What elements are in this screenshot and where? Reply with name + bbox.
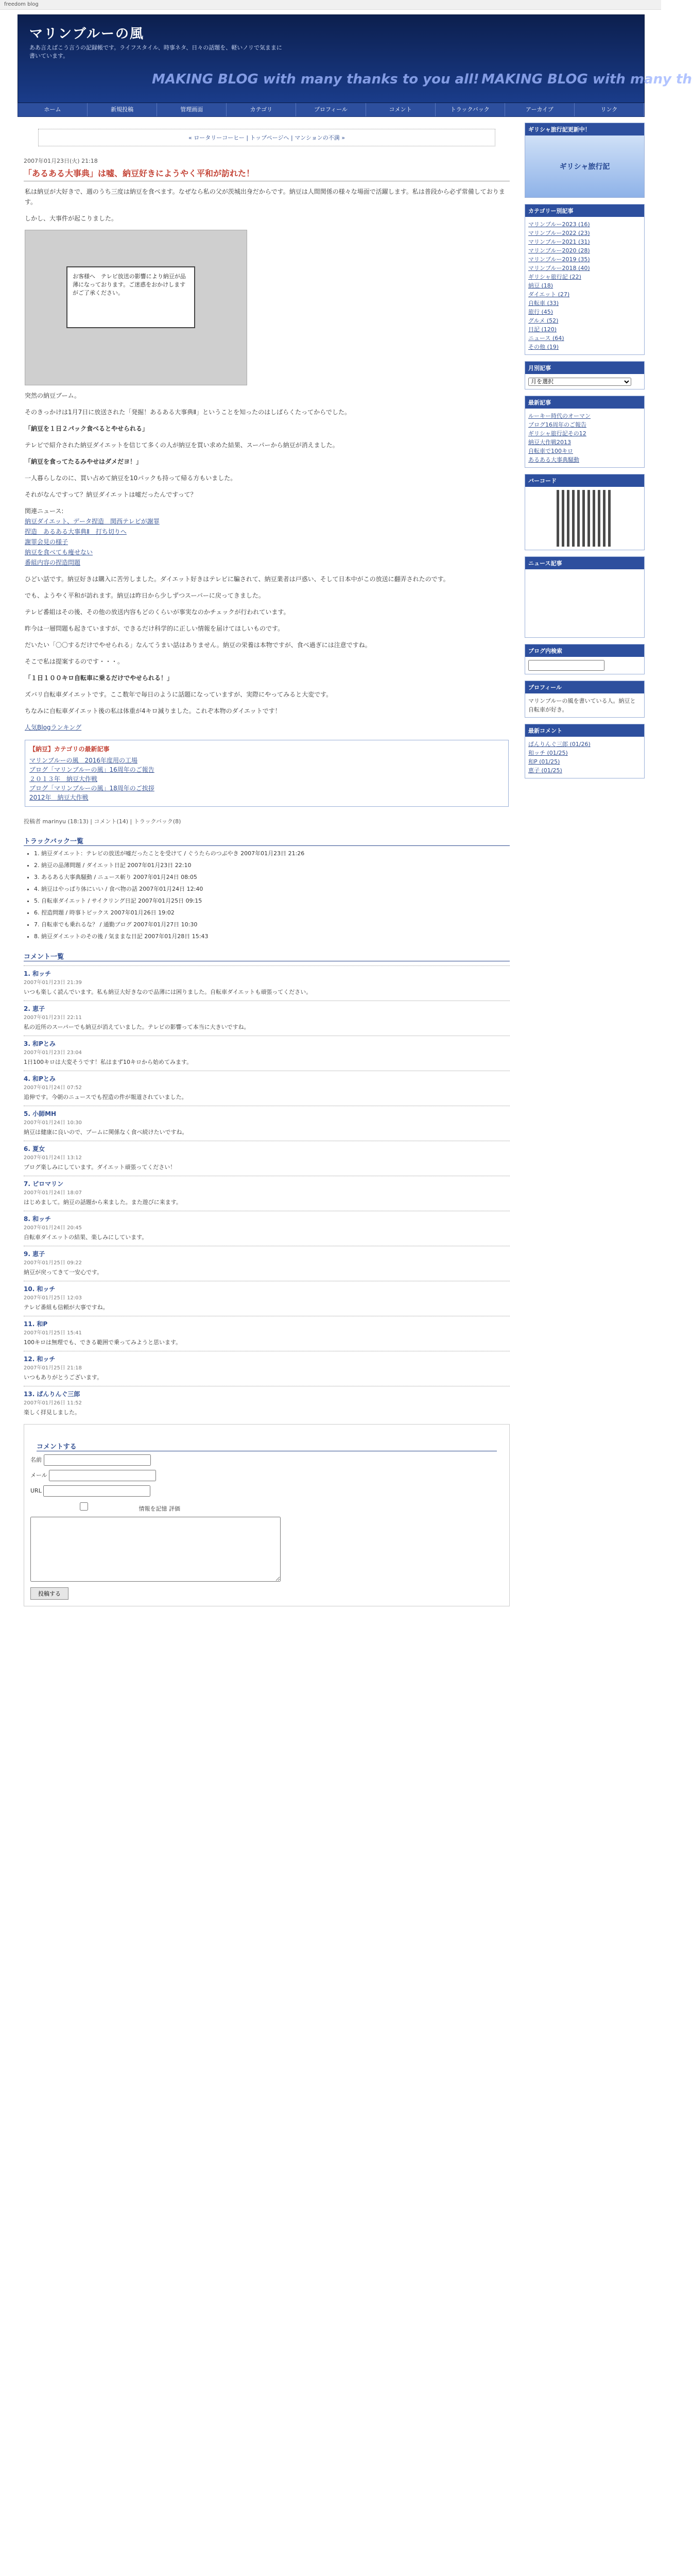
post-heading: 「納豆を１日２パック食べるとやせられる」 bbox=[25, 425, 149, 432]
greece-banner[interactable]: ギリシャ旅行記 bbox=[525, 135, 644, 197]
post-date: 2007年01月23日(火) 21:18 bbox=[24, 158, 98, 164]
comment-author[interactable]: 2. 恵子 bbox=[24, 1005, 45, 1012]
comment-item bbox=[24, 1386, 510, 1417]
comment-date: 2007年01月25日 15:41 bbox=[24, 1330, 82, 1336]
post-paragraph: それがなんですって？納豆ダイエットは嘘だったんですって？ bbox=[25, 491, 197, 498]
comment-text: 追伸です。今朝のニュースでも捏造の件が報道されていました。 bbox=[24, 1094, 187, 1100]
profile-heading: プロフィール bbox=[525, 681, 644, 693]
comment-textarea[interactable] bbox=[30, 1517, 281, 1582]
blog-service-bar: freedom blog bbox=[0, 0, 661, 10]
comment-text: 100キロは無理でも、できる範囲で乗ってみようと思います。 bbox=[24, 1339, 182, 1346]
sidebar-recent-comment-link[interactable]: 和P (01/25) bbox=[528, 758, 560, 765]
related-link[interactable]: ２０１３年 納豆大作戦 bbox=[29, 775, 98, 783]
header-deco-text: MAKING BLOG with many thanks to you all! bbox=[152, 72, 479, 87]
comment-author[interactable]: 8. 和ッチ bbox=[24, 1215, 51, 1223]
comment-date: 2007年01月25日 09:22 bbox=[24, 1260, 82, 1266]
comment-author[interactable]: 5. 小師MH bbox=[24, 1110, 57, 1117]
post-paragraph: テレビで紹介された納豆ダイエットを信じて多くの人が納豆を買い求めた結果、スーパーから納豆が消えました。 bbox=[25, 442, 339, 449]
store-sign: お客様へ テレビ放送の影響により納豆が品薄になっております。ご迷惑をおかけしますがご了承ください。 bbox=[66, 266, 195, 328]
comment-item bbox=[24, 1141, 510, 1172]
comment-text: いつもありがとうございます。 bbox=[24, 1374, 103, 1381]
comment-item bbox=[24, 1036, 510, 1066]
search-body bbox=[525, 657, 644, 674]
news-link[interactable]: 納豆を食べても痩せない bbox=[25, 549, 93, 556]
form-row-comment bbox=[30, 1517, 503, 1583]
nav-item-new-post[interactable]: 新規投稿 bbox=[88, 103, 157, 116]
qr-heading: バーコード bbox=[525, 474, 644, 487]
recent-heading: 最新記事 bbox=[525, 396, 644, 409]
comment-date: 2007年01月24日 20:45 bbox=[24, 1225, 82, 1231]
category-heading: カテゴリー別記事 bbox=[525, 205, 644, 217]
comment-text: テレビ番組も信頼が大事ですね。 bbox=[24, 1304, 109, 1311]
blog-description: ああ言えばこう言うの記録帳です。ライフスタイル、時事ネタ、日々の話題を、軽いノリで気ままに書いています。 bbox=[29, 44, 282, 59]
sidebar-category-link[interactable]: ギリシャ旅行記 (22) bbox=[528, 274, 581, 280]
search-box bbox=[525, 644, 645, 674]
sidebar-category-link[interactable]: ダイエット (27) bbox=[528, 291, 570, 298]
page-container bbox=[18, 14, 692, 1597]
comment-form-heading: コメントする bbox=[37, 1441, 497, 1451]
related-heading: 【納豆】カテゴリの最新記事 bbox=[29, 745, 110, 753]
sidebar-category-link[interactable]: マリンブルー2023 (16) bbox=[528, 221, 590, 228]
sidebar-banner-box bbox=[525, 123, 645, 198]
post-paragraph: そこで私は提案するのです・・・。 bbox=[25, 658, 124, 665]
comment-text: いつも楽しく読んでいます。私も納豆大好きなので品薄には困りました。自転車ダイエットも頑張ってください。 bbox=[24, 989, 312, 995]
post-heading: 「納豆を食ってたるみやせはダメだヨ！」 bbox=[25, 458, 143, 465]
sidebar-recent-link[interactable]: ルーキー時代のオーマン bbox=[528, 413, 591, 419]
sidebar-category-link[interactable]: マリンブルー2018 (40) bbox=[528, 265, 590, 272]
sidebar-category-link[interactable]: マリンブルー2022 (23) bbox=[528, 230, 590, 236]
nav-item-profile[interactable]: プロフィール bbox=[296, 103, 366, 116]
remember-label: 情報を記憶 bbox=[139, 1505, 167, 1512]
month-select[interactable] bbox=[528, 378, 631, 386]
form-row-url bbox=[30, 1485, 503, 1497]
remember-checkbox[interactable] bbox=[32, 1502, 135, 1511]
sidebar-recent-link[interactable]: 自転車で100キロ bbox=[528, 448, 573, 454]
sidebar-category-link[interactable]: ニュース (64) bbox=[528, 335, 564, 342]
form-row-name bbox=[30, 1454, 503, 1466]
related-articles bbox=[25, 740, 509, 807]
news-links bbox=[25, 506, 509, 568]
url-field[interactable] bbox=[43, 1485, 150, 1497]
comments-heading: コメント一覧 bbox=[24, 951, 510, 961]
comment-date: 2007年01月24日 13:12 bbox=[24, 1155, 82, 1161]
post-paragraph: ちなみに自転車ダイエット後の私は体重が4キロ減りました。これぞ本物のダイエットです！ bbox=[25, 707, 281, 715]
ranking-link[interactable]: 人気Blogランキング bbox=[25, 724, 82, 731]
comment-author[interactable]: 10. 和ッチ bbox=[24, 1285, 56, 1293]
monthly-box bbox=[525, 361, 645, 389]
post-paragraph: テレビ番組はその後、その他の放送内容もどのくらいが事実なのかチェックが行われています。 bbox=[25, 608, 290, 616]
trackback-item[interactable]: • 8. 納豆ダイエットのその後 / 気ままな日記 2007年01月28日 15:43 bbox=[34, 932, 510, 941]
trackback-heading: トラックバック一覧 bbox=[24, 836, 510, 846]
qr-code-image bbox=[557, 490, 613, 547]
sidebar-category-link[interactable]: 自転車 (33) bbox=[528, 300, 559, 307]
sidebar-category-link[interactable]: その他 (19) bbox=[528, 344, 559, 350]
submit-comment-button[interactable]: 投稿する bbox=[30, 1587, 68, 1600]
news-links-intro: 関連ニュース: bbox=[25, 507, 64, 515]
url-label: URL bbox=[30, 1487, 42, 1494]
recent-comment-links bbox=[528, 740, 641, 775]
global-nav bbox=[18, 103, 645, 117]
comment-date: 2007年01月23日 22:11 bbox=[24, 1015, 82, 1021]
recent-list bbox=[525, 409, 644, 467]
trackback-item[interactable]: • 5. 自転車ダイエット / サイクリング日記 2007年01月25日 09:15 bbox=[34, 896, 510, 905]
news-heading: ニュース記事 bbox=[525, 557, 644, 569]
comment-author[interactable]: 9. 恵子 bbox=[24, 1250, 45, 1258]
post-heading: 「１日１００キロ自転車に乗るだけでやせられる！」 bbox=[25, 674, 174, 682]
comment-text: はじめまして。納豆の話題から来ました。また遊びに来ます。 bbox=[24, 1199, 182, 1206]
comment-author[interactable]: 11. 和P bbox=[24, 1320, 48, 1328]
post-paragraph: 昨今は一層問題も起きていますが、できるだけ科学的に正しい情報を届けてほしいものです。 bbox=[25, 625, 284, 632]
nav-item-archive[interactable]: アーカイブ bbox=[505, 103, 575, 116]
comment-text: 納豆は健康に良いので、ブームに関係なく食べ続けたいですね。 bbox=[24, 1129, 188, 1136]
profile-box bbox=[525, 681, 645, 718]
sidebar-recent-link[interactable]: ブログ16周年のご報告 bbox=[528, 421, 586, 428]
related-link[interactable]: ブログ「マリンブルーの風」18周年のご挨拶 bbox=[29, 785, 154, 792]
recent-links bbox=[528, 412, 641, 464]
comment-item bbox=[24, 1106, 510, 1137]
monthly-body bbox=[525, 374, 644, 389]
search-input[interactable] bbox=[528, 660, 604, 671]
post-paragraph: しかし、大事件が起こりました。 bbox=[25, 215, 118, 222]
comment-date: 2007年01月24日 07:52 bbox=[24, 1085, 82, 1091]
news-box bbox=[525, 556, 645, 638]
comment-text: 私の近所のスーパーでも納豆が消えていました。テレビの影響って本当に大きいですね。 bbox=[24, 1024, 250, 1030]
comment-date: 2007年01月26日 11:52 bbox=[24, 1400, 82, 1406]
news-link[interactable]: 謝罪会見の様子 bbox=[25, 538, 68, 546]
comment-author[interactable]: 6. 夏女 bbox=[24, 1145, 45, 1153]
post-body bbox=[25, 187, 509, 733]
comment-date: 2007年01月23日 23:04 bbox=[24, 1050, 82, 1056]
email-label: メール bbox=[30, 1472, 47, 1479]
news-link[interactable]: 納豆ダイエット、データ捏造 関西テレビが謝罪 bbox=[25, 518, 160, 525]
post-paragraph: 突然の納豆ブーム。 bbox=[25, 392, 81, 399]
comment-date: 2007年01月25日 21:18 bbox=[24, 1365, 82, 1371]
news-link[interactable]: 番組内容の捏造問題 bbox=[25, 559, 81, 566]
sidebar-category-link[interactable]: マリンブルー2019 (35) bbox=[528, 256, 590, 263]
trackback-item[interactable]: • 7. 自転車でも乗れるな？ / 通勤ブログ 2007年01月27日 10:30 bbox=[34, 920, 510, 929]
post-paragraph: そのきっかけは1月7日に放送された「発掘！あるある大事典Ⅱ」ということを知ったのはしばらくたってからでした。 bbox=[25, 409, 351, 416]
related-link[interactable]: 2012年 納豆大作戦 bbox=[29, 794, 89, 801]
comment-item bbox=[24, 965, 510, 996]
comment-author[interactable]: 13. ぱんりんぐ三郎 bbox=[24, 1391, 80, 1398]
comments-list bbox=[18, 965, 516, 1417]
recent-comments-list bbox=[525, 737, 644, 778]
trackback-list bbox=[24, 849, 510, 941]
comment-date: 2007年01月25日 12:03 bbox=[24, 1295, 82, 1301]
trackback-item[interactable]: • 4. 納豆はやっぱり体にいい / 食べ物の話 2007年01月24日 12:40 bbox=[34, 885, 510, 893]
banner-heading: ギリシャ旅行記更新中！ bbox=[525, 123, 644, 135]
sidebar-recent-link[interactable]: ギリシャ旅行記その12 bbox=[528, 430, 586, 437]
name-label: 名前 bbox=[30, 1456, 42, 1463]
comment-date: 2007年01月24日 18:07 bbox=[24, 1190, 82, 1196]
post-paragraph: だいたい「〇〇するだけでやせられる」なんてうまい話はありません。納豆の栄養は本物ですが、食べ過ぎには注意ですね。 bbox=[25, 641, 371, 649]
nav-item-admin[interactable]: 管理画面 bbox=[157, 103, 227, 116]
post-paragraph: でも、ようやく平和が訪れます。納豆は昨日から少しずつスーパーに戻ってきました。 bbox=[25, 592, 265, 599]
sidebar-category-link[interactable]: グルメ (52) bbox=[528, 317, 559, 324]
comment-item bbox=[24, 1246, 510, 1277]
rating-label: 評価 bbox=[169, 1505, 180, 1512]
comment-author[interactable]: 3. 和Pとみ bbox=[24, 1040, 56, 1047]
sidebar-recent-comment-link[interactable]: 和ッチ (01/25) bbox=[528, 750, 568, 756]
form-row-email bbox=[30, 1470, 503, 1481]
main-column bbox=[18, 123, 516, 1614]
comment-text: 納豆が戻ってきて一安心です。 bbox=[24, 1269, 103, 1276]
post-meta: 投稿者 marinyu (18:13) | コメント(14) | トラックバック(8) bbox=[24, 818, 181, 825]
comment-text: 楽しく拝見しました。 bbox=[24, 1409, 80, 1416]
header-deco-text-2: MAKING BLOG with many th bbox=[481, 72, 692, 87]
nav-item-trackback[interactable]: トラックバック bbox=[436, 103, 505, 116]
post-paragraph: ズバリ自転車ダイエットです。ここ数年で毎日のように話題になっていますが、実際にやってみると大変です。 bbox=[25, 691, 333, 698]
email-field[interactable] bbox=[49, 1470, 156, 1481]
monthly-heading: 月別記事 bbox=[525, 362, 644, 374]
search-heading: ブログ内検索 bbox=[525, 645, 644, 657]
blog-header bbox=[18, 14, 692, 103]
post-pager[interactable]: « ロータリーコーヒー | トップページへ | マンションの不満 » bbox=[38, 129, 495, 146]
comment-date: 2007年01月23日 21:39 bbox=[24, 980, 82, 986]
comment-item bbox=[24, 1316, 510, 1347]
sidebar-recent-link[interactable]: あるある大事典騒動 bbox=[528, 456, 579, 463]
category-links bbox=[528, 220, 641, 351]
comment-item bbox=[24, 1176, 510, 1207]
recent-box bbox=[525, 396, 645, 468]
category-list bbox=[525, 217, 644, 354]
sidebar-recent-link[interactable]: 納豆大作戦2013 bbox=[528, 439, 571, 446]
comment-text: 1日100キロは大変そうです！私はまず10キロから始めてみます。 bbox=[24, 1059, 193, 1065]
sidebar-category-link[interactable]: マリンブルー2021 (31) bbox=[528, 239, 590, 245]
related-link[interactable]: マリンブルーの風 2016年度用の工場 bbox=[29, 757, 138, 764]
comment-item bbox=[24, 1281, 510, 1312]
sidebar-category-link[interactable]: マリンブルー2020 (28) bbox=[528, 247, 590, 254]
post-photo bbox=[25, 230, 247, 385]
news-link[interactable]: 捏造 あるある大事典Ⅱ 打ち切りへ bbox=[25, 528, 127, 535]
sidebar-category-link[interactable]: 納豆 (18) bbox=[528, 282, 553, 289]
sidebar-category-link[interactable]: 旅行 (45) bbox=[528, 309, 553, 315]
form-row-remember bbox=[30, 1501, 503, 1513]
comment-item bbox=[24, 1351, 510, 1382]
blog-title[interactable]: マリンブルーの風 bbox=[29, 26, 144, 42]
recent-comments-box bbox=[525, 724, 645, 778]
comment-item bbox=[24, 1001, 510, 1031]
comment-date: 2007年01月24日 10:30 bbox=[24, 1120, 82, 1126]
nav-item-home[interactable]: ホーム bbox=[18, 103, 88, 116]
comment-item bbox=[24, 1211, 510, 1242]
profile-text: マリンブルーの風を書いている人。納豆と自転車が好き。 bbox=[528, 698, 636, 713]
sidebar-recent-comment-link[interactable]: ぱんりんぐ三郎 (01/26) bbox=[528, 741, 591, 748]
category-box bbox=[525, 204, 645, 355]
nav-item-comment[interactable]: コメント bbox=[366, 103, 436, 116]
comment-text: ブログ楽しみにしています。ダイエット頑張ってください！ bbox=[24, 1164, 176, 1171]
comment-author[interactable]: 7. ピロマリン bbox=[24, 1180, 64, 1188]
sidebar-category-link[interactable]: 日記 (120) bbox=[528, 326, 557, 333]
trackback-item[interactable]: • 1. 納豆ダイエット：テレビの放送が嘘だったことを受けて / ぐうたらのつぶやき 2007年01月23日 21:26 bbox=[34, 849, 510, 858]
comment-author[interactable]: 1. 和ッチ bbox=[24, 970, 51, 977]
trackback-item[interactable]: • 6. 捏造問題 / 時事トピックス 2007年01月26日 19:02 bbox=[34, 908, 510, 917]
comment-item bbox=[24, 1071, 510, 1101]
post-title[interactable]: 「あるある大事典」は嘘、納豆好きにようやく平和が訪れた！ bbox=[24, 167, 510, 181]
comment-form bbox=[24, 1424, 510, 1606]
related-link[interactable]: ブログ「マリンブルーの風」16周年のご報告 bbox=[29, 766, 154, 773]
comment-text: 自転車ダイエットの結果、楽しみにしています。 bbox=[24, 1234, 148, 1241]
name-field[interactable] bbox=[44, 1454, 151, 1466]
post-paragraph: ひどい話です。納豆好きは購入に苦労しました。ダイエット好きはテレビに騙されて、納豆業者は戸惑い、そして日本中がこの放送に翻弄されたのです。 bbox=[25, 575, 449, 583]
sidebar-recent-comment-link[interactable]: 恵子 (01/25) bbox=[528, 767, 562, 774]
trackback-item[interactable]: • 3. あるある大事典騒動 / ニュース斬り 2007年01月24日 08:05 bbox=[34, 873, 510, 882]
sidebar bbox=[525, 123, 645, 785]
nav-item-category[interactable]: カテゴリ bbox=[227, 103, 296, 116]
news-body bbox=[525, 569, 644, 637]
comment-author[interactable]: 12. 和ッチ bbox=[24, 1355, 56, 1363]
qr-box bbox=[525, 474, 645, 550]
post-paragraph: 私は納豆が大好きで、週のうち三度は納豆を食べます。なぜなら私の父が茨城出身だからです。納豆は人間関係の様々な場面で活躍します。私は普段から必ず常備しております。 bbox=[25, 188, 505, 206]
comment-author[interactable]: 4. 和Pとみ bbox=[24, 1075, 56, 1082]
nav-item-link[interactable]: リンク bbox=[575, 103, 644, 116]
trackback-item[interactable]: • 2. 納豆の品薄問題 / ダイエット日記 2007年01月23日 22:10 bbox=[34, 861, 510, 870]
post-paragraph: 一人暮らしなのに、買い占めて納豆を10パックも持って帰る方もいました。 bbox=[25, 474, 237, 482]
recent-comments-heading: 最新コメント bbox=[525, 724, 644, 737]
